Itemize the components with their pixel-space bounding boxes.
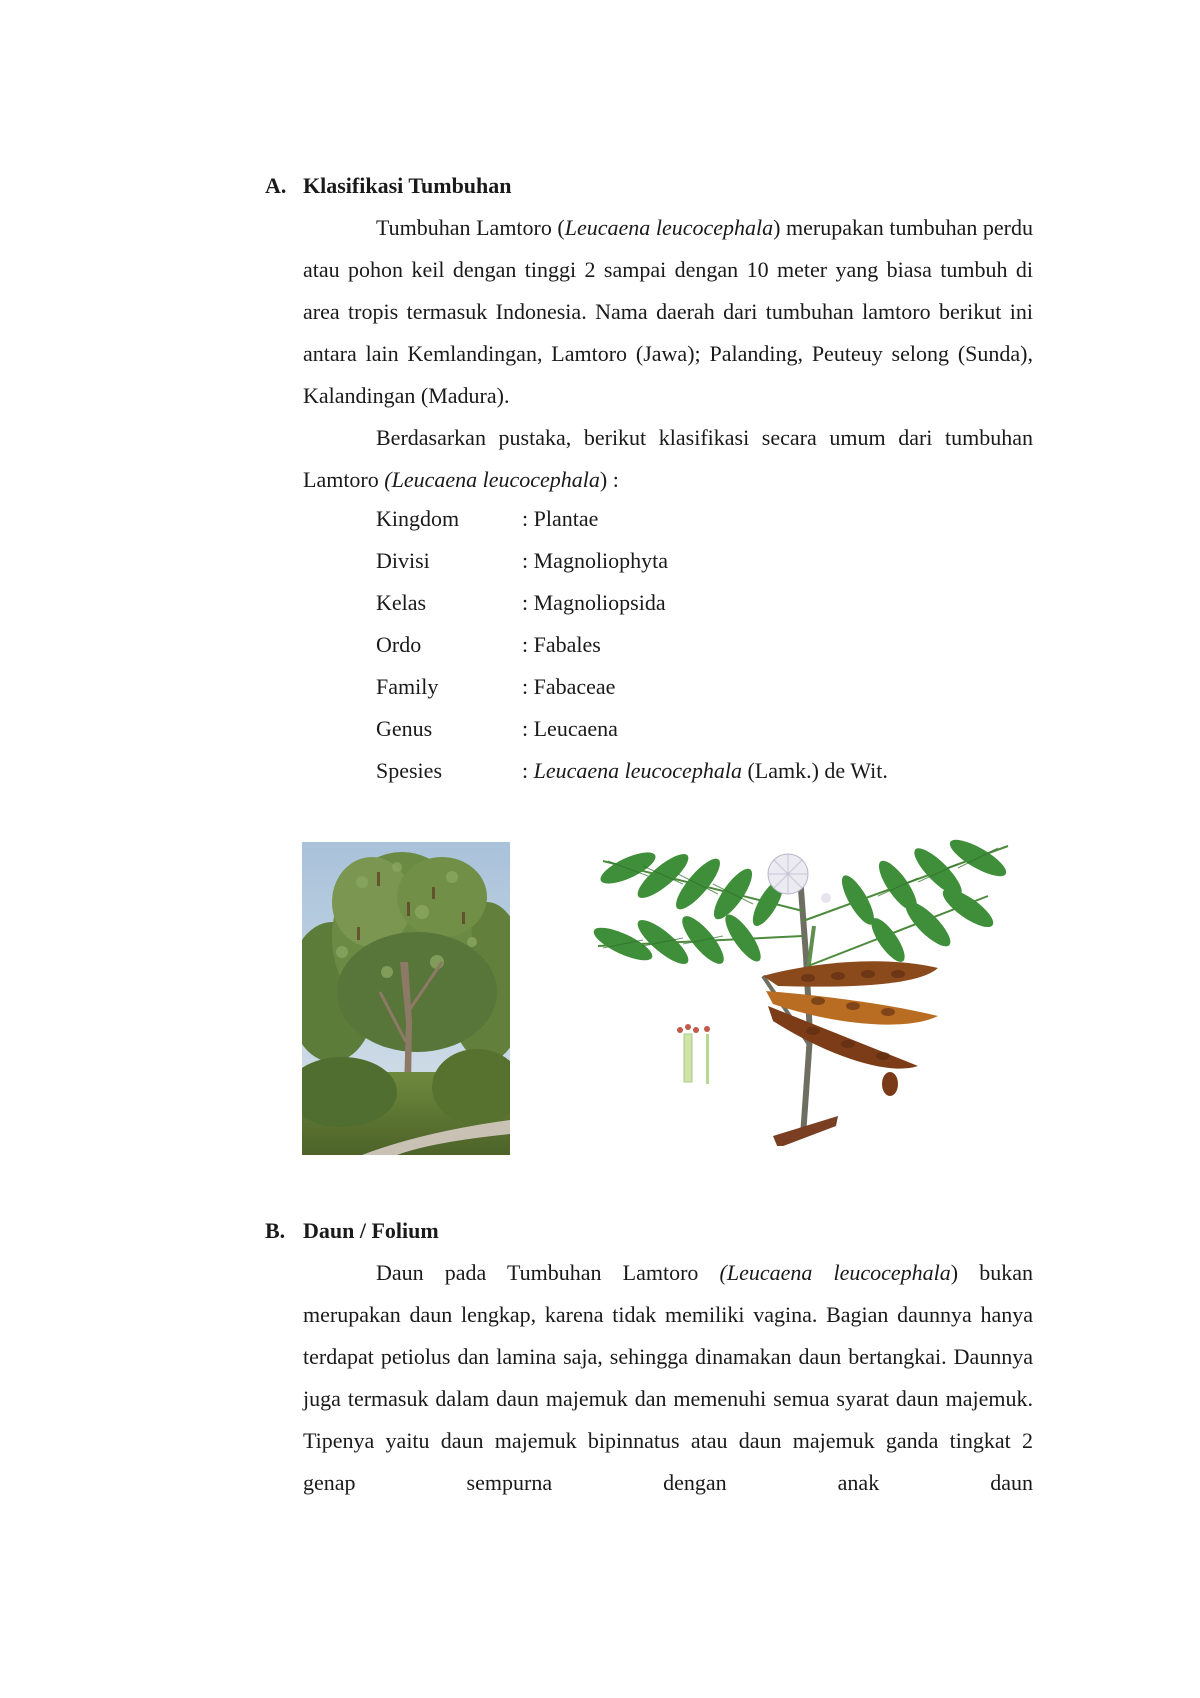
section-a-paragraph-2 — [303, 417, 1033, 501]
latin-name: Leucaena leucocephala — [564, 215, 774, 240]
section-a-number: A. — [265, 173, 287, 198]
taxonomy-rank: Ordo — [376, 632, 422, 657]
paragraph-text: Daun pada Tumbuhan Lamtoro — [376, 1260, 720, 1285]
taxonomy-row-species — [376, 750, 888, 792]
paragraph-text: ) : — [599, 467, 619, 492]
paragraph-text: Berdasarkan pustaka, berikut klasifikasi secara umum dari tumbuhan Lamtoro — [303, 425, 1033, 492]
taxonomy-value — [522, 750, 888, 792]
taxonomy-row — [376, 498, 888, 540]
taxonomy-value: : Leucaena — [522, 716, 618, 741]
taxonomy-value: : Fabales — [522, 632, 601, 657]
section-b-heading — [265, 1210, 439, 1252]
paragraph-text: ) merupakan tumbuhan perdu atau pohon keil dengan tinggi 2 sampai dengan 10 meter yang biasa tumbuh di area tropis termasuk Indonesia. Nama daerah dari tumbuhan lamtoro berikut ini antara lain Kemlandingan, Lamtoro (Jawa); Palanding, Peuteuy selong (Sunda), Kalandingan (Madura). — [303, 215, 1034, 408]
taxonomy-rank: Spesies — [376, 758, 442, 783]
taxonomy-table — [376, 498, 888, 792]
section-b-title: Daun / Folium — [303, 1218, 439, 1243]
species-prefix: : — [522, 758, 534, 783]
lamtoro-botanical-illustration — [588, 836, 1018, 1146]
section-b-number: B. — [265, 1218, 286, 1243]
section-b-paragraph-1 — [303, 1252, 1033, 1504]
latin-name: (Leucaena leucocephala — [719, 1260, 951, 1285]
taxonomy-row — [376, 582, 888, 624]
taxonomy-rank: Kingdom — [376, 506, 460, 531]
latin-name: Leucaena leucocephala — [533, 758, 742, 783]
paragraph-text: ) bukan merupakan daun lengkap, karena tidak memiliki vagina. Bagian daunnya hanya terdapat petiolus dan lamina saja, sehingga dinamakan daun bertangkai. Daunnya juga termasuk dalam daun majemuk dan memenuhi semua syarat daun majemuk. Tipenya yaitu daun majemuk bipinnatus atau daun majemuk ganda tingkat 2 genap sempurna dengan anak daun — [303, 1260, 1033, 1495]
taxonomy-value: : Magnoliophyta — [522, 548, 669, 573]
section-a-title: Klasifikasi Tumbuhan — [303, 173, 512, 198]
lamtoro-tree-photo — [302, 842, 510, 1155]
taxonomy-row — [376, 540, 888, 582]
taxonomy-rank: Divisi — [376, 548, 430, 573]
taxonomy-value: : Plantae — [522, 506, 599, 531]
taxonomy-rank: Genus — [376, 716, 433, 741]
species-author: (Lamk.) de Wit. — [741, 758, 888, 783]
taxonomy-rank: Kelas — [376, 590, 427, 615]
section-a-paragraph-1 — [303, 207, 1033, 417]
taxonomy-row — [376, 708, 888, 750]
paragraph-text: Tumbuhan Lamtoro ( — [376, 215, 565, 240]
taxonomy-rank: Family — [376, 674, 439, 699]
taxonomy-row — [376, 666, 888, 708]
latin-name: (Leucaena leucocephala — [384, 467, 600, 492]
taxonomy-value: : Magnoliopsida — [522, 590, 666, 615]
section-a-heading — [265, 165, 512, 207]
taxonomy-row — [376, 624, 888, 666]
taxonomy-value: : Fabaceae — [522, 674, 616, 699]
